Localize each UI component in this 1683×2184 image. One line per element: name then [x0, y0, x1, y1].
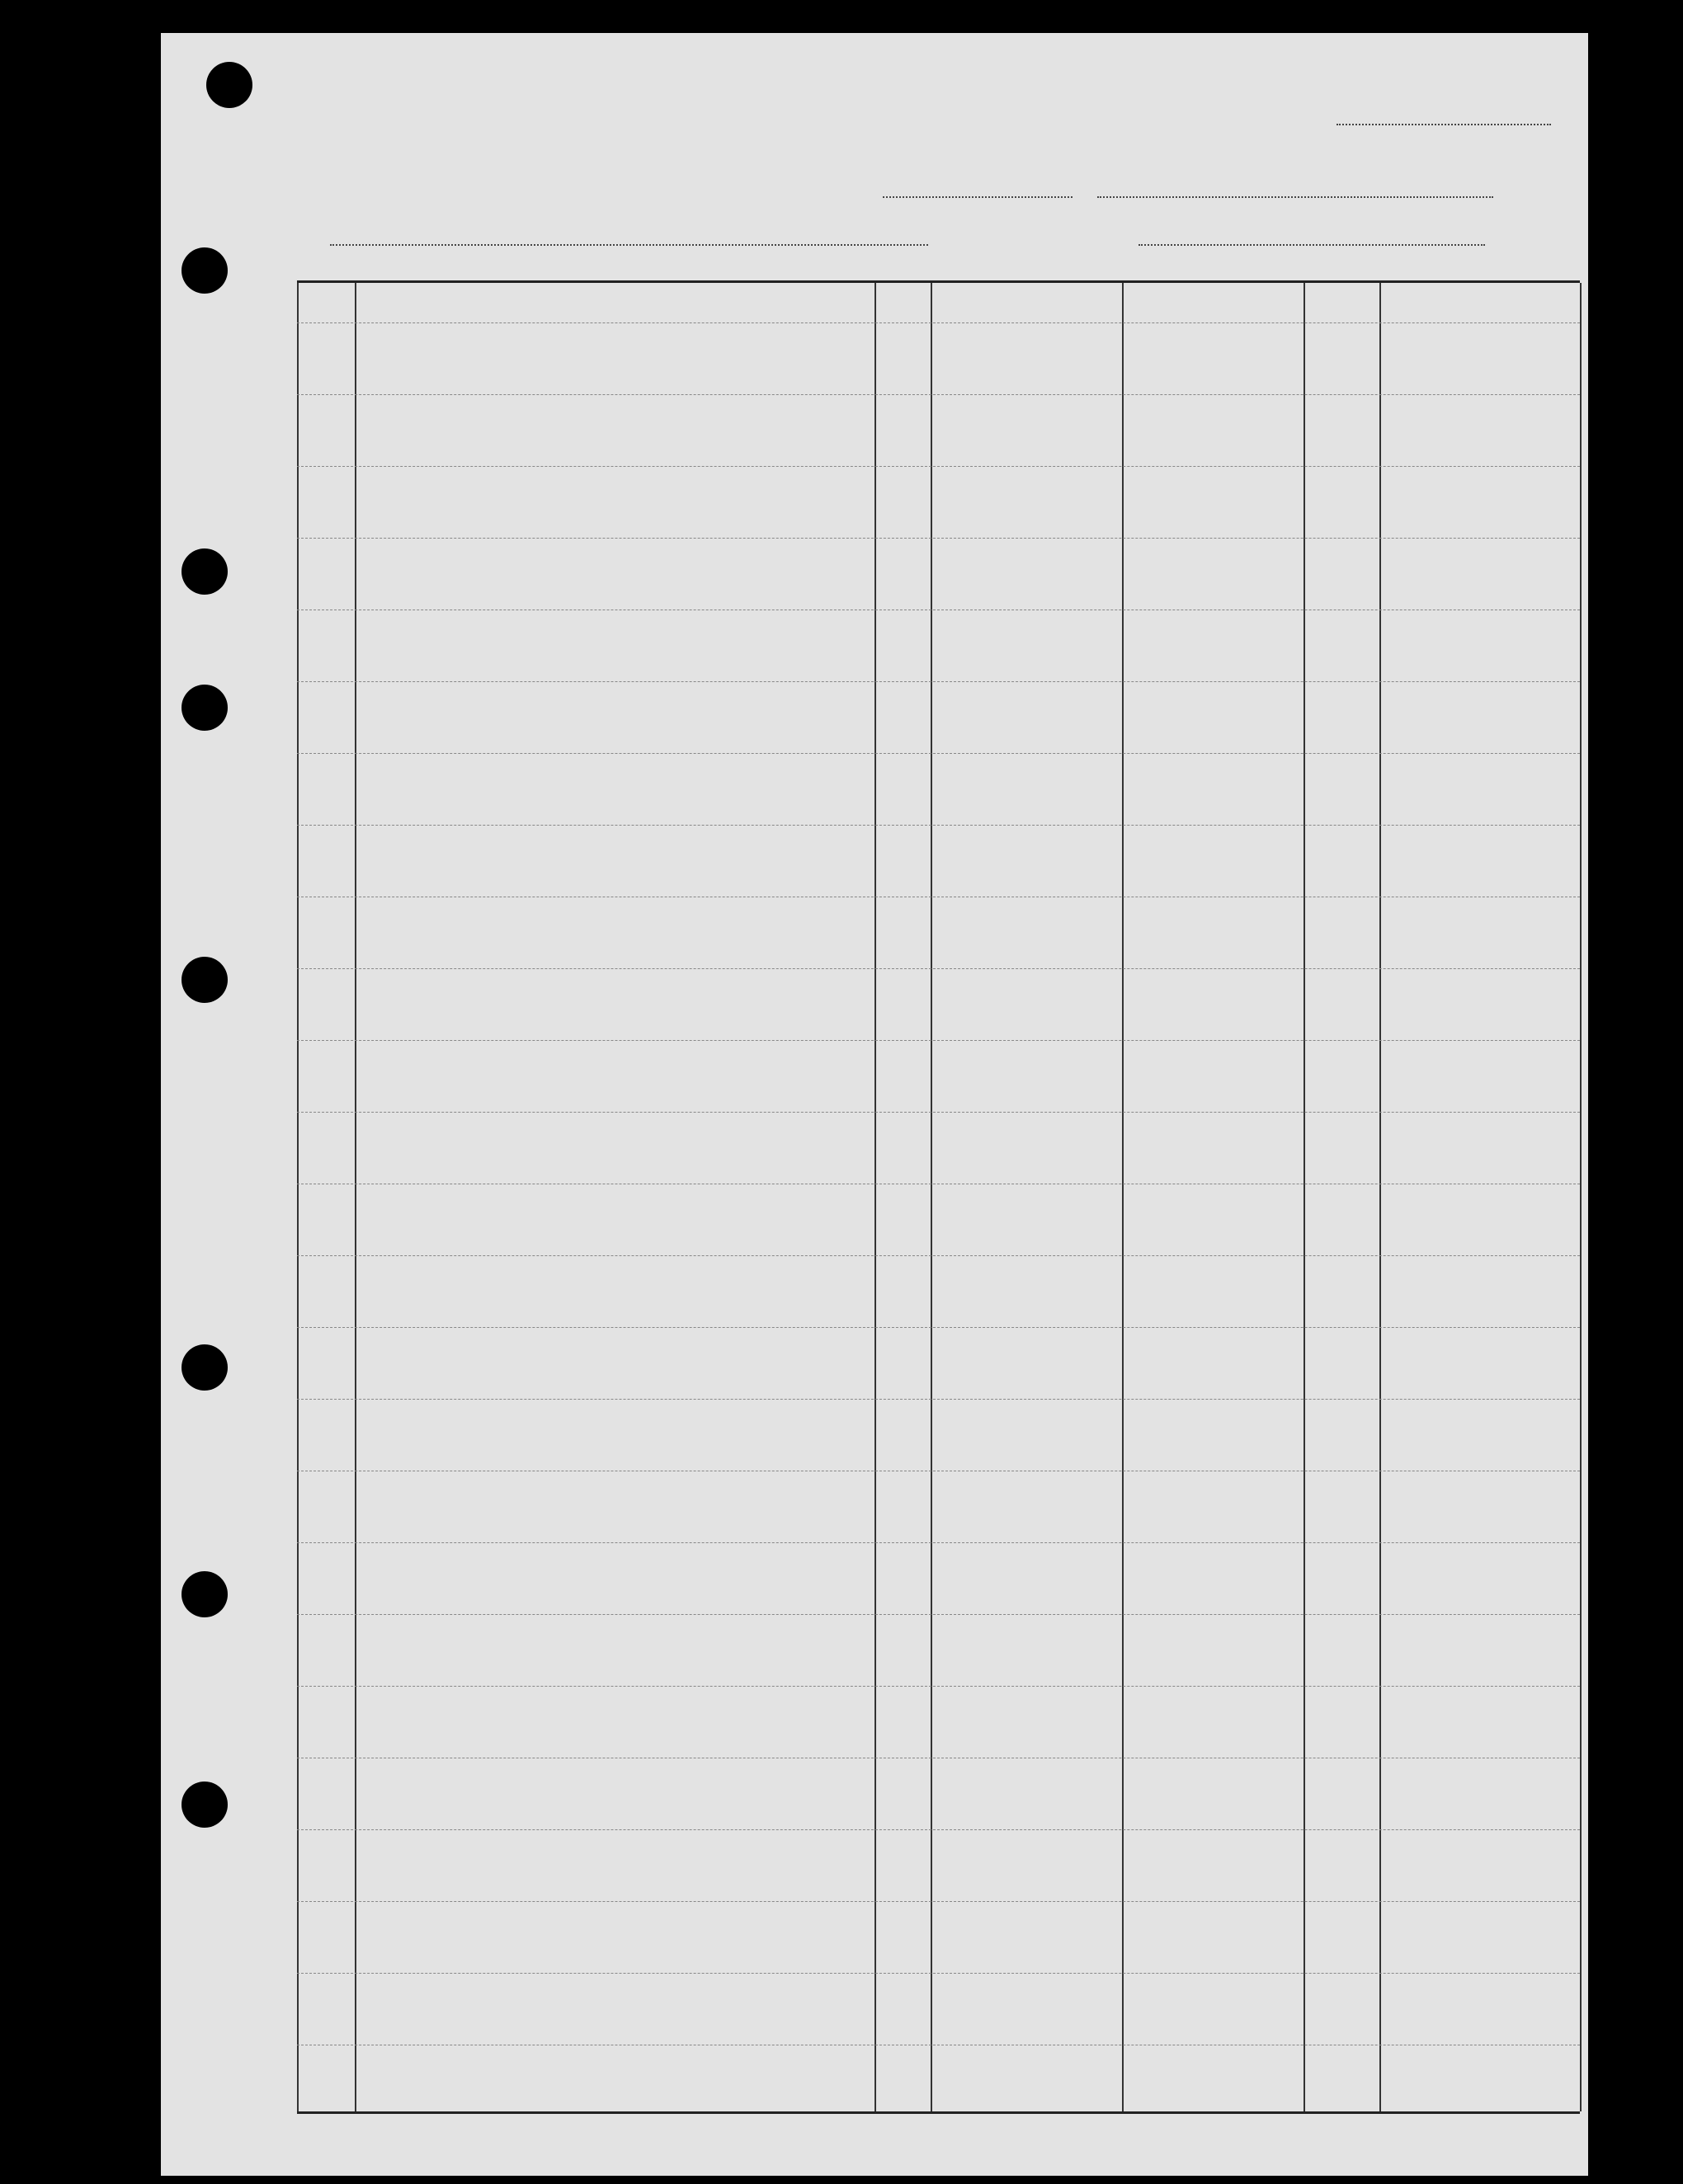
table-row	[297, 1327, 1580, 1400]
table-row	[297, 825, 1580, 897]
punch-hole	[182, 548, 228, 595]
table-row	[297, 1758, 1580, 1830]
table-row	[297, 538, 1580, 610]
table-row	[297, 466, 1580, 539]
table-row	[297, 610, 1580, 682]
punch-hole	[182, 247, 228, 294]
table-row	[297, 1973, 1580, 2045]
table-row	[297, 1614, 1580, 1687]
table-row	[297, 968, 1580, 1041]
table-row	[297, 1399, 1580, 1471]
table-row	[297, 2045, 1580, 2117]
punch-hole	[182, 1782, 228, 1828]
table-row	[297, 1542, 1580, 1615]
table-row	[297, 1112, 1580, 1184]
table-row	[297, 1471, 1580, 1543]
table-row	[297, 1040, 1580, 1113]
table-row	[297, 322, 1580, 395]
punch-hole	[206, 62, 252, 108]
punch-hole	[182, 685, 228, 731]
table-row	[297, 394, 1580, 467]
table-row	[297, 1686, 1580, 1758]
table-row	[297, 681, 1580, 754]
table-row	[297, 1184, 1580, 1256]
punch-hole	[182, 1344, 228, 1391]
punch-hole	[182, 1571, 228, 1617]
table-row	[297, 1829, 1580, 1902]
punch-hole	[182, 957, 228, 1003]
table-row	[297, 1255, 1580, 1328]
passenger-table	[297, 280, 1580, 2114]
table-row	[297, 897, 1580, 969]
table-row	[297, 753, 1580, 826]
table-row	[297, 1901, 1580, 1974]
